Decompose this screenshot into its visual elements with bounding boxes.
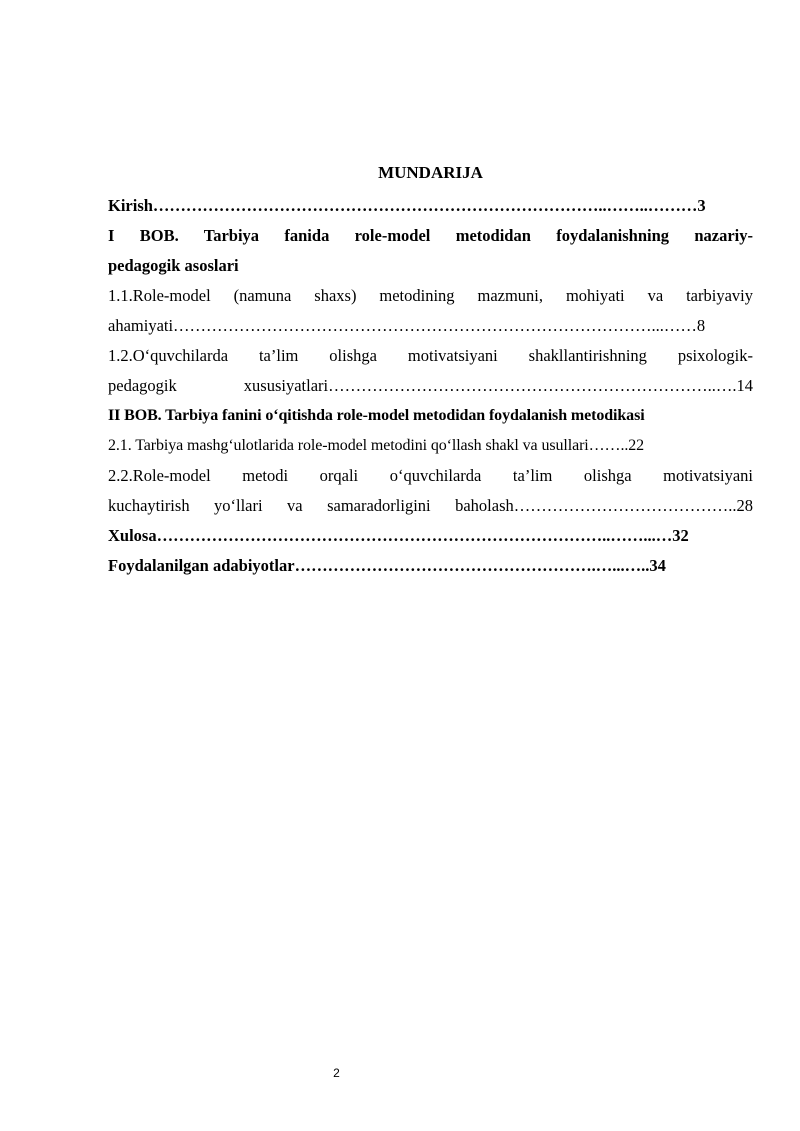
toc-entry-section-2-2[interactable] xyxy=(108,461,753,521)
toc-entry-references[interactable] xyxy=(108,551,753,581)
toc-entry-line: 2.1. Tarbiya mashg‘ulotlarida role-model metodini qo‘llash shakl va usullari……..22 xyxy=(108,437,645,454)
toc-entry-introduction[interactable] xyxy=(108,191,753,221)
toc-entry-chapter-1[interactable] xyxy=(108,221,753,281)
toc-entry-conclusion[interactable] xyxy=(108,521,753,551)
toc-entry-line: Foydalanilgan adabiyotlar……………………………………………….…...…..34 xyxy=(108,556,666,575)
page-number: 2 xyxy=(333,1066,340,1080)
toc-entry-line: pedagogik xususiyatlari……………………………………………………………..….14 xyxy=(108,376,753,395)
toc-entry-section-1-1[interactable] xyxy=(108,281,753,341)
table-of-contents xyxy=(108,160,753,581)
toc-entry-line: 2.2.Role-model metodi orqali o‘quvchilarda ta’lim olishga motivatsiyani xyxy=(108,466,753,485)
toc-entry-line: pedagogik asoslari xyxy=(108,256,239,275)
toc-entry-line: kuchaytirish yo‘llari va samaradorligini baholash…………………………………..28 xyxy=(108,496,753,515)
toc-entry-line: II BOB. Tarbiya fanini o‘qitishda role-model metodidan foydalanish metodikasi xyxy=(108,407,645,424)
toc-entry-line: 1.2.O‘quvchilarda ta’lim olishga motivatsiyani shakllantirishning psixologik- xyxy=(108,346,753,365)
toc-entry-section-1-2[interactable] xyxy=(108,341,753,401)
toc-title: MUNDARIJA xyxy=(378,163,483,182)
toc-entry-line: Xulosa………………………………………………………………………..……...…32 xyxy=(108,526,689,545)
toc-entry-line: I BOB. Tarbiya fanida role-model metodidan foydalanishning nazariy- xyxy=(108,226,753,245)
toc-entry-line: Kirish………………………………………………………………………..……..………3 xyxy=(108,196,706,215)
toc-entry-chapter-2[interactable] xyxy=(108,401,753,431)
toc-entry-line: 1.1.Role-model (namuna shaxs) metodining mazmuni, mohiyati va tarbiyaviy xyxy=(108,286,753,305)
toc-entry-section-2-1[interactable] xyxy=(108,431,753,461)
toc-entry-line: ahamiyati……………………………………………………………………………...……8 xyxy=(108,316,706,335)
